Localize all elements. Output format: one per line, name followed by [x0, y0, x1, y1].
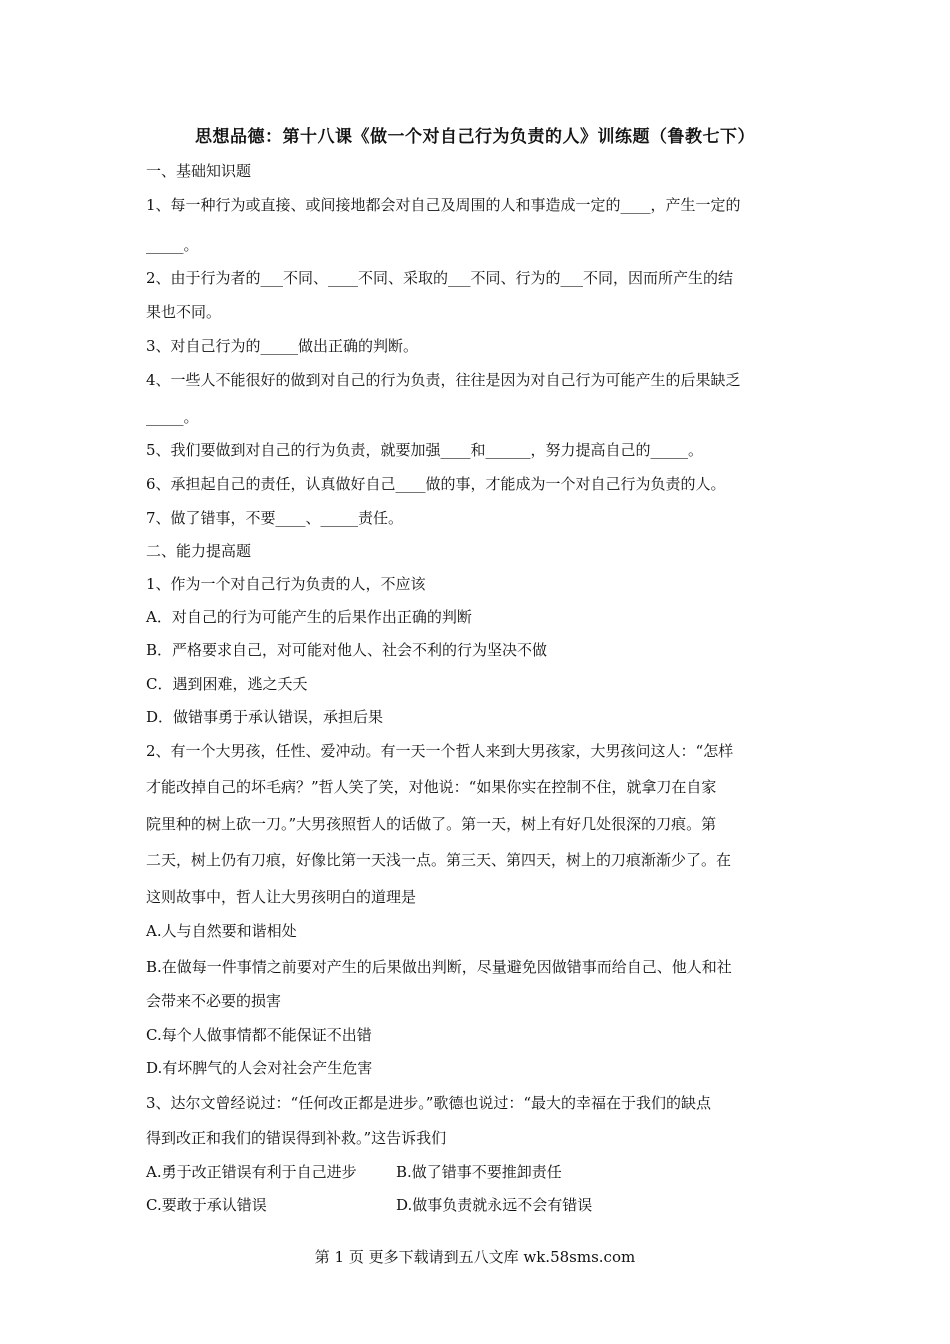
mc-question-2-option-c: C.每个人做事情都不能保证不出错 — [146, 1026, 372, 1044]
mc-question-3-stem-line-2: 得到改正和我们的错误得到补救。”这告诉我们 — [146, 1129, 447, 1147]
question-4-line-2: _____。 — [146, 408, 199, 426]
page-title: 思想品德：第十八课《做一个对自己行为负责的人》训练题（鲁教七下） — [195, 127, 755, 147]
mc-question-2-stem-line-3: 院里种的树上砍一刀。”大男孩照哲人的话做了。第一天，树上有好几处很深的刀痕。第 — [146, 815, 717, 833]
question-2-line-1: 2、由于行为者的___不同、____不同、采取的___不同、行为的___不同，因而所产生的结 — [146, 269, 734, 287]
question-6: 6、承担起自己的责任，认真做好自己____做的事，才能成为一个对自己行为负责的人。 — [146, 475, 726, 493]
mc-question-1-option-b: B．严格要求自己，对可能对他人、社会不利的行为坚决不做 — [146, 641, 548, 659]
mc-question-3-option-d: D.做事负责就永远不会有错误 — [396, 1196, 593, 1214]
mc-question-3-option-c: C.要敢于承认错误 — [146, 1196, 267, 1214]
mc-question-2-stem-line-2: 才能改掉自己的坏毛病？”哲人笑了笑，对他说：“如果你实在控制不住，就拿刀在自家 — [146, 778, 717, 796]
question-1-line-2: _____。 — [146, 236, 199, 254]
mc-question-2-option-d: D.有坏脾气的人会对社会产生危害 — [146, 1059, 373, 1077]
mc-question-2-stem-line-1: 2、有一个大男孩，任性、爱冲动。有一天一个哲人来到大男孩家，大男孩问这人：“怎样 — [146, 742, 734, 760]
question-7: 7、做了错事，不要____、_____责任。 — [146, 509, 404, 527]
question-5: 5、我们要做到对自己的行为负责，就要加强____和______，努力提高自己的_____。 — [146, 441, 704, 459]
page-footer: 第 1 页 更多下载请到五八文库 wk.58sms.com — [314, 1248, 636, 1266]
question-2-line-2: 果也不同。 — [146, 303, 222, 321]
mc-question-1-option-c: C．遇到困难，逃之夭夭 — [146, 675, 308, 693]
mc-question-3-option-b: B.做了错事不要推卸责任 — [396, 1163, 562, 1181]
mc-question-3-options-row-2 — [146, 1195, 816, 1215]
mc-question-2-stem-line-4: 二天，树上仍有刀痕，好像比第一天浅一点。第三天、第四天，树上的刀痕渐渐少了。在 — [146, 851, 732, 869]
mc-question-2-option-b-line-2: 会带来不必要的损害 — [146, 992, 282, 1010]
mc-question-2-option-b-line-1: B.在做每一件事情之前要对产生的后果做出判断，尽量避免因做错事而给自己、他人和社 — [146, 958, 732, 976]
question-4-line-1: 4、一些人不能很好的做到对自己的行为负责，往往是因为对自己行为可能产生的后果缺乏 — [146, 371, 741, 389]
mc-question-1-stem: 1、作为一个对自己行为负责的人，不应该 — [146, 575, 426, 593]
mc-question-3-options-row-1 — [146, 1162, 816, 1182]
section-heading-ability: 二、能力提高题 — [146, 542, 252, 560]
mc-question-1-option-d: D．做错事勇于承认错误，承担后果 — [146, 708, 384, 726]
mc-question-2-option-a: A.人与自然要和谐相处 — [146, 922, 297, 940]
section-heading-basic: 一、基础知识题 — [146, 162, 252, 180]
question-3: 3、对自己行为的_____做出正确的判断。 — [146, 337, 419, 355]
mc-question-3-option-a: A.勇于改正错误有利于自己进步 — [146, 1163, 357, 1181]
mc-question-2-stem-line-5: 这则故事中，哲人让大男孩明白的道理是 — [146, 888, 417, 906]
mc-question-3-stem-line-1: 3、达尔文曾经说过：“任何改正都是进步。”歌德也说过：“最大的幸福在于我们的缺点 — [146, 1094, 712, 1112]
question-1-line-1: 1、每一种行为或直接、或间接地都会对自己及周围的人和事造成一定的____，产生一定的 — [146, 196, 741, 214]
mc-question-1-option-a: A．对自己的行为可能产生的后果作出正确的判断 — [146, 608, 472, 626]
